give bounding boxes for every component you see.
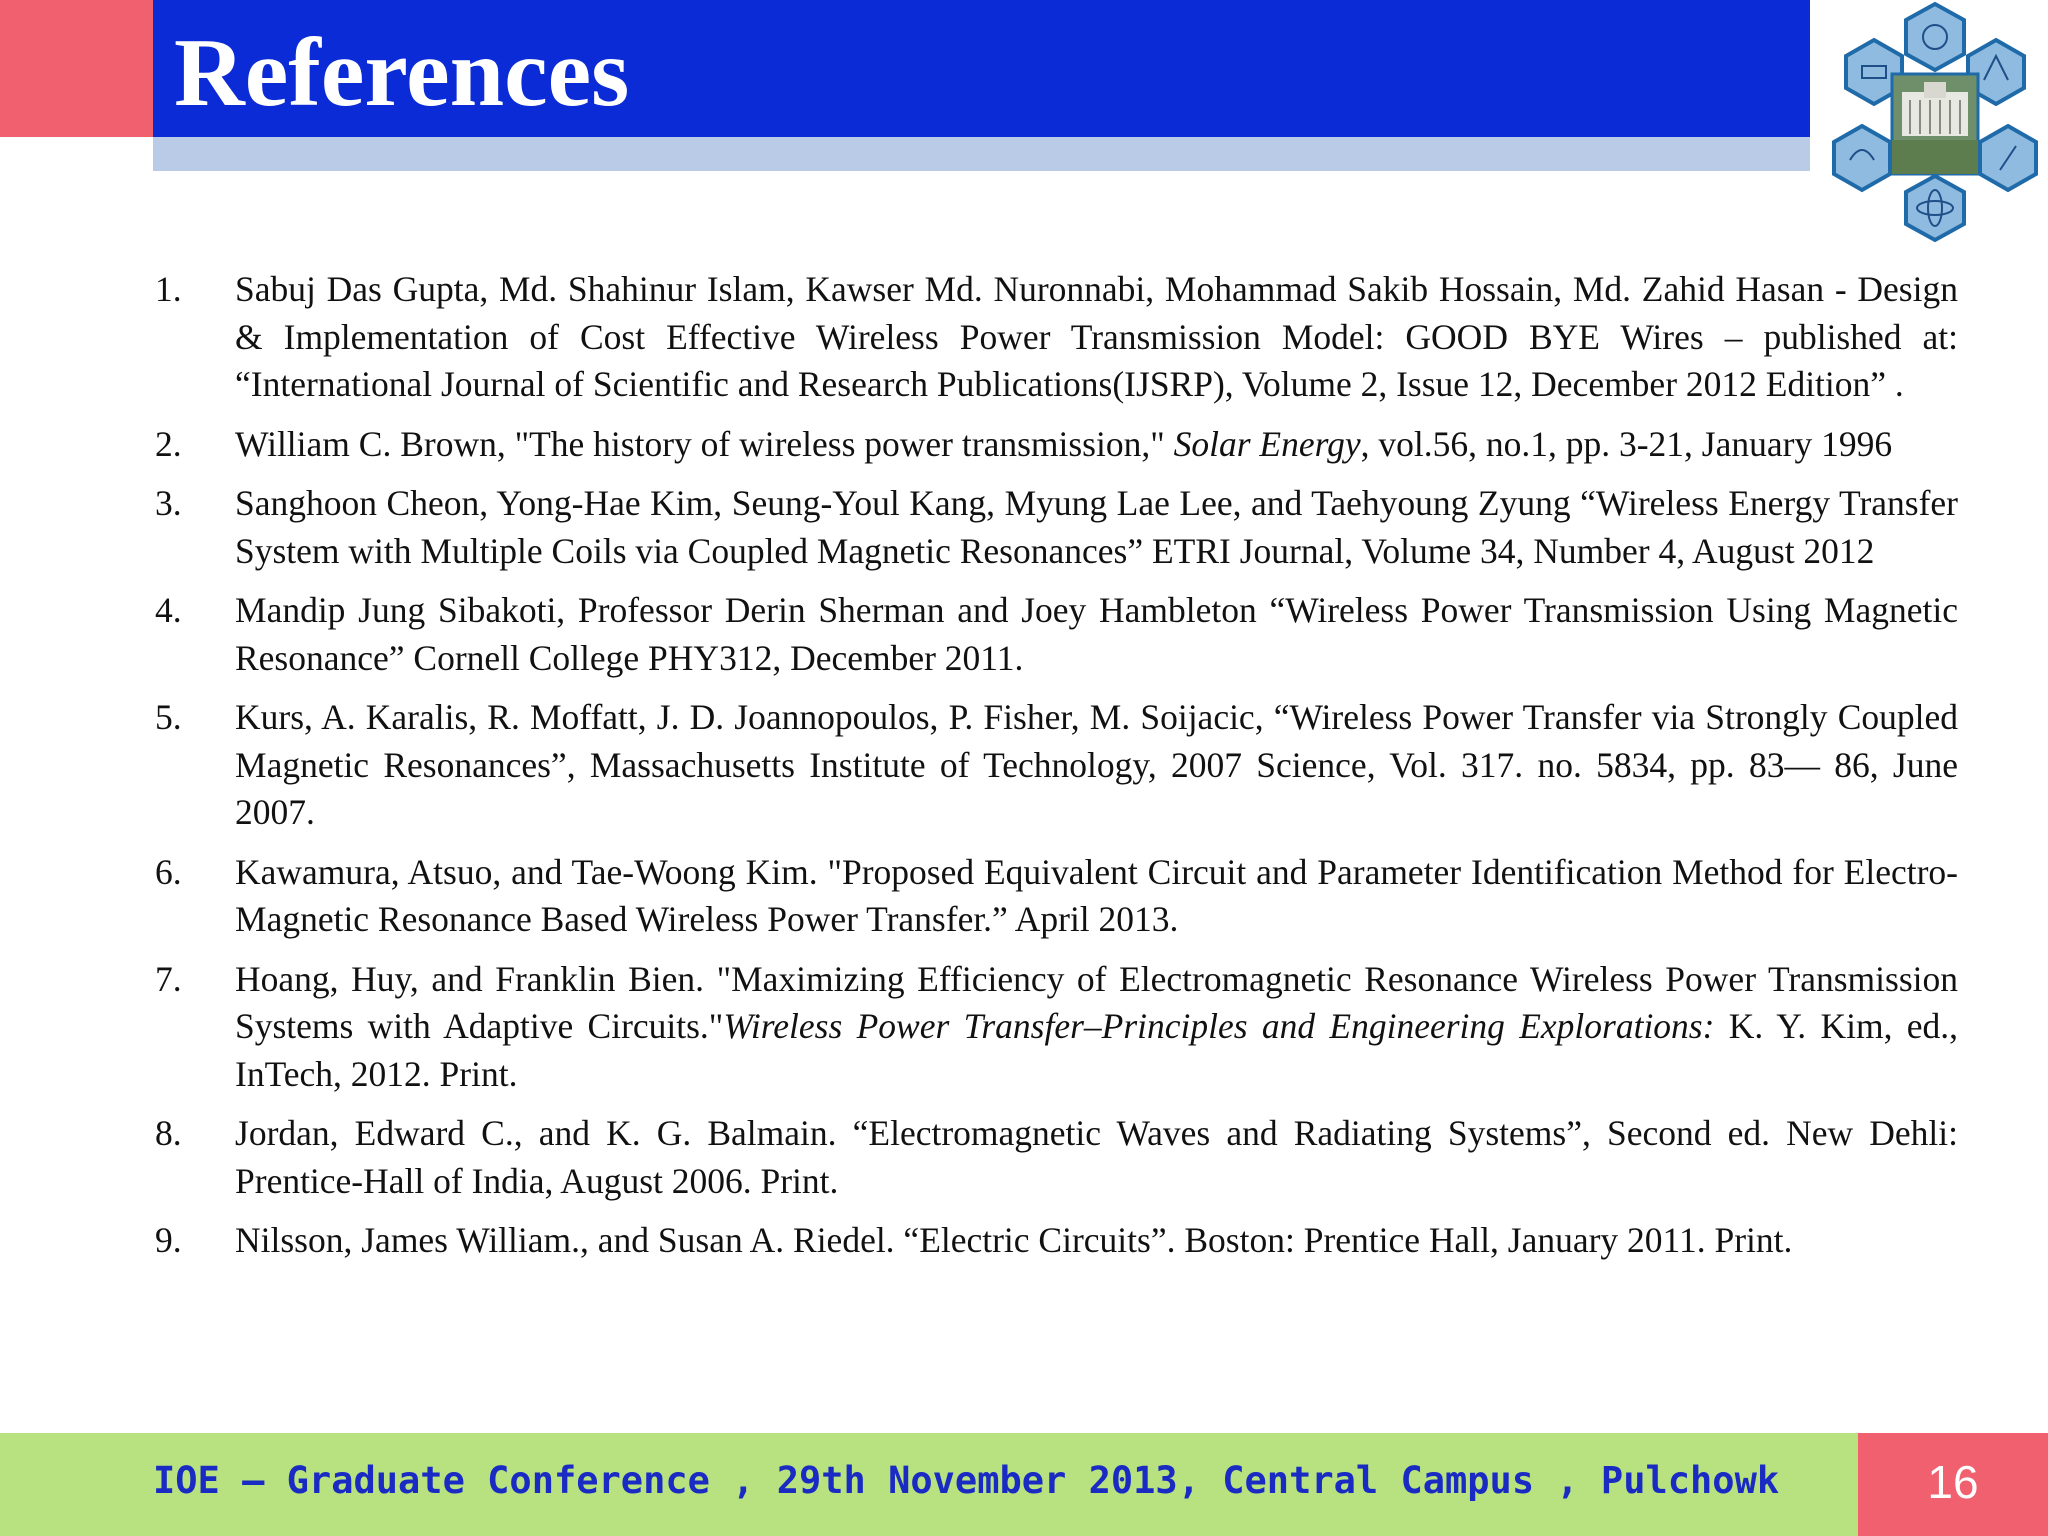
reference-text [235, 1217, 1958, 1265]
reference-text-part: K. Y. Kim, ed., InTech, 2012. Print. [235, 1006, 1959, 1094]
reference-text-part: Nilsson, James William., and Susan A. Riedel. “Electric Circuits”. Boston: Prentice Hall, January 2011. Print. [235, 1220, 1793, 1260]
reference-text [235, 1110, 1958, 1205]
reference-text-part: Mandip Jung Sibakoti, Professor Derin Sherman and Joey Hambleton “Wireless Power Transmission Using Magnetic Resonance” Cornell College PHY312, December 2011. [235, 590, 1958, 678]
reference-item [155, 1217, 1958, 1265]
reference-number: 8. [155, 1113, 182, 1153]
reference-text [235, 266, 1958, 409]
reference-item [155, 480, 1958, 575]
reference-text [235, 849, 1958, 944]
reference-text-part: Sanghoon Cheon, Yong-Hae Kim, Seung-Youl Kang, Myung Lae Lee, and Taehyoung Zyung “Wireless Energy Transfer System with Multiple Coils via Coupled Magnetic Resonances” ETRI Journal, Volume 34, Number 4, August 2012 [235, 483, 1958, 571]
reference-text-part: William C. Brown, "The history of wireless power transmission," [235, 423, 1174, 464]
reference-text-part: Sabuj Das Gupta, Md. Shahinur Islam, Kawser Md. Nuronnabi, Mohammad Sakib Hossain, Md. Zahid Hasan - Design & Implementation of Cost Effective Wireless Power Transmission Model: GOOD BYE Wires – published at: “International Journal of Scientific and Research Publications(IJSRP), Volume 2, Issue 12, December 2012 Edition” . [235, 269, 1958, 404]
references-list [155, 266, 1958, 1277]
reference-number: 1. [155, 269, 182, 309]
reference-text-part: Jordan, Edward C., and K. G. Balmain. “Electromagnetic Waves and Radiating Systems”, Second ed. New Dehli: Prentice-Hall of India, August 2006. Print. [235, 1113, 1958, 1201]
reference-italic-part: Wireless Power Transfer–Principles and Engineering Explorations: [723, 1006, 1715, 1046]
reference-number: 7. [155, 958, 182, 999]
reference-text [235, 694, 1958, 837]
reference-item [155, 849, 1958, 944]
page-number: 16 [1927, 1456, 1979, 1508]
reference-text-part: Kawamura, Atsuo, and Tae-Woong Kim. "Proposed Equivalent Circuit and Parameter Identification Method for Electro-Magnetic Resonance Based Wireless Power Transfer.” April 2013. [235, 851, 1958, 939]
reference-text [235, 480, 1958, 575]
reference-text-part: Kurs, A. Karalis, R. Moffatt, J. D. Joannopoulos, P. Fisher, M. Soijacic, “Wireless Power Transfer via Strongly Coupled Magnetic Resonances”, Massachusetts Institute of Technology, 2007 Science, Vol. 317. no. 5834, pp. 83— 86, June 2007. [235, 697, 1958, 832]
title-underline-band [153, 137, 1810, 171]
reference-item [155, 1110, 1958, 1205]
reference-number: 6. [155, 851, 182, 892]
slide-title: References [174, 19, 630, 127]
reference-text-part: , vol.56, no.1, pp. 3-21, January 1996 [1360, 423, 1893, 464]
reference-item [155, 266, 1958, 409]
title-accent-block [0, 0, 153, 137]
reference-text [235, 587, 1958, 682]
ioe-logo-icon [1822, 0, 2048, 244]
reference-item [155, 956, 1958, 1099]
reference-item [155, 421, 1958, 469]
reference-text [235, 421, 1958, 469]
reference-number: 2. [155, 423, 182, 464]
reference-text-part: Hoang, Huy, and Franklin Bien. "Maximizing Efficiency of Electromagnetic Resonance Wireless Power Transmission Systems with Adaptive Circuits." [235, 958, 1958, 1046]
footer-conference-text: IOE – Graduate Conference , 29th November 2013, Central Campus , Pulchowk [153, 1459, 1780, 1502]
reference-item [155, 587, 1958, 682]
reference-item [155, 694, 1958, 837]
reference-number: 9. [155, 1220, 182, 1260]
reference-number: 4. [155, 590, 182, 630]
reference-italic-part: Solar Energy [1173, 423, 1361, 464]
reference-text [235, 956, 1958, 1099]
reference-number: 5. [155, 697, 182, 737]
reference-number: 3. [155, 483, 182, 523]
